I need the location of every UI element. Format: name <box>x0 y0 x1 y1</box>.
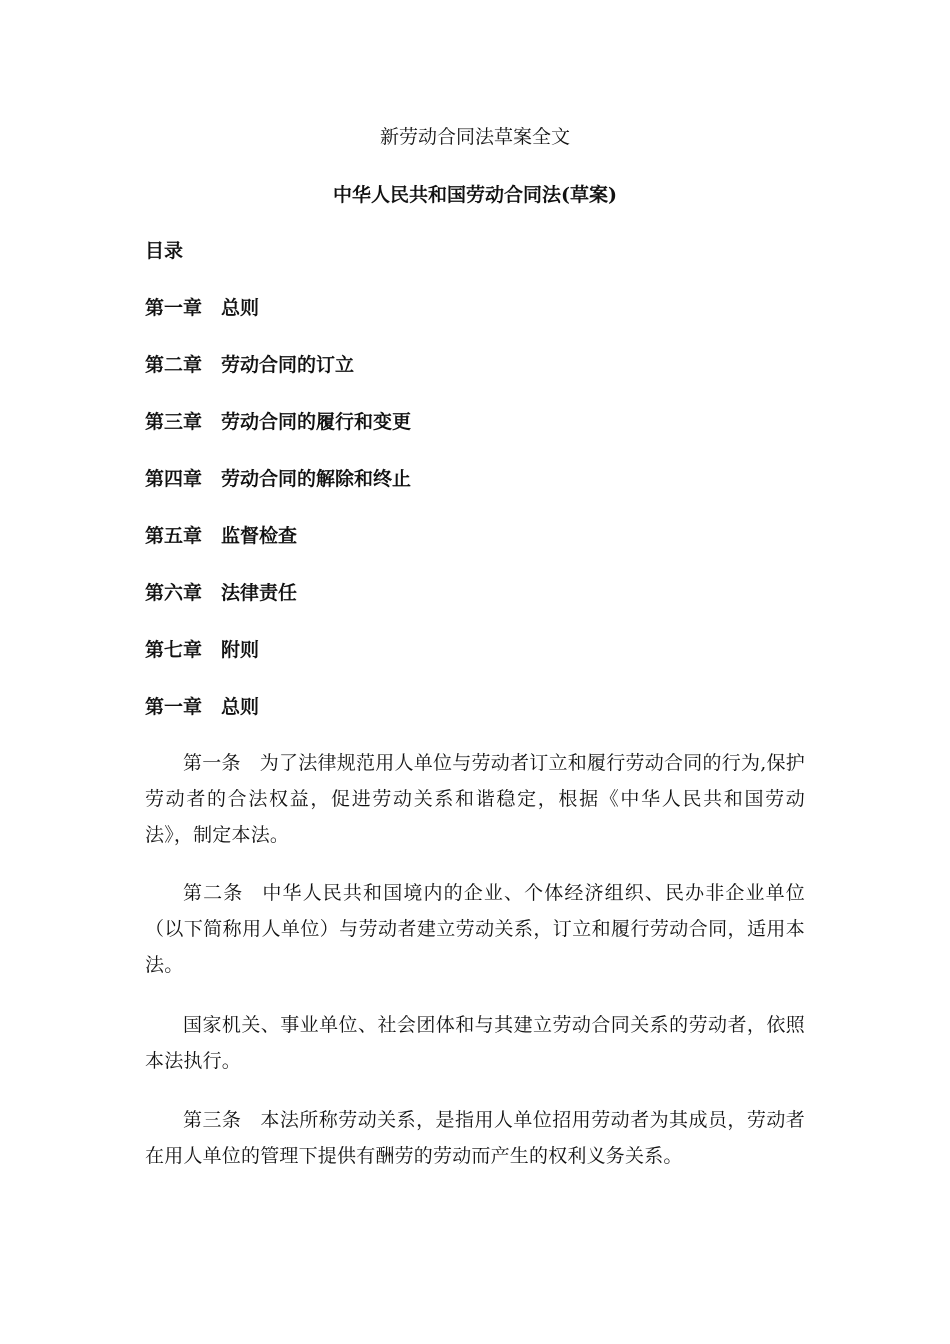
article-paragraph <box>145 875 805 983</box>
article-text: 中华人民共和国境内的企业、个体经济组织、民办非企业单位（以下简称用人单位）与劳动者建立劳动关系，订立和履行劳动合同，适用本法。 <box>145 882 806 976</box>
article-number: 第一条 <box>183 752 241 774</box>
article-text: 本法所称劳动关系，是指用人单位招用劳动者为其成员，劳动者在用人单位的管理下提供有酬劳的劳动而产生的权利义务关系。 <box>145 1109 805 1167</box>
toc-chapter-name: 劳动合同的订立 <box>221 354 355 376</box>
toc-item <box>145 580 297 606</box>
article-number: 第三条 <box>183 1109 242 1131</box>
toc-chapter-name: 劳动合同的履行和变更 <box>221 411 412 433</box>
toc-chapter-number: 第五章 <box>145 525 203 547</box>
chapter-heading <box>145 694 259 720</box>
toc-chapter-name: 劳动合同的解除和终止 <box>221 468 412 490</box>
toc-chapter-name: 监督检查 <box>221 525 298 547</box>
toc-item <box>145 466 411 492</box>
toc-item <box>145 409 411 435</box>
body-paragraph <box>145 1007 805 1079</box>
toc-label: 目录 <box>145 240 184 262</box>
article-paragraph <box>145 745 805 853</box>
toc-chapter-number: 第六章 <box>145 582 203 604</box>
chapter-number: 第一章 <box>145 696 203 718</box>
article-paragraph <box>145 1102 805 1174</box>
article-number: 第二条 <box>183 882 244 904</box>
toc-chapter-number: 第二章 <box>145 354 203 376</box>
toc-item <box>145 352 354 378</box>
article-text: 为了法律规范用人单位与劳动者订立和履行劳动合同的行为,保护劳动者的合法权益，促进劳动关系和谐稳定，根据《中华人民共和国劳动法》，制定本法。 <box>145 752 805 846</box>
toc-chapter-name: 附则 <box>221 639 260 661</box>
toc-item <box>145 523 297 549</box>
chapter-name: 总则 <box>221 696 260 718</box>
toc-chapter-name: 总则 <box>221 297 260 319</box>
paragraph-text: 国家机关、事业单位、社会团体和与其建立劳动合同关系的劳动者，依照本法执行。 <box>145 1014 805 1072</box>
document-title: 新劳动合同法草案全文 <box>379 126 570 148</box>
toc-chapter-number: 第七章 <box>145 639 203 661</box>
toc-chapter-number: 第三章 <box>145 411 203 433</box>
toc-item <box>145 637 259 663</box>
law-title: 中华人民共和国劳动合同法(草案) <box>333 184 617 206</box>
toc-item <box>145 295 259 321</box>
toc-chapter-name: 法律责任 <box>221 582 298 604</box>
toc-chapter-number: 第四章 <box>145 468 203 490</box>
toc-chapter-number: 第一章 <box>145 297 203 319</box>
